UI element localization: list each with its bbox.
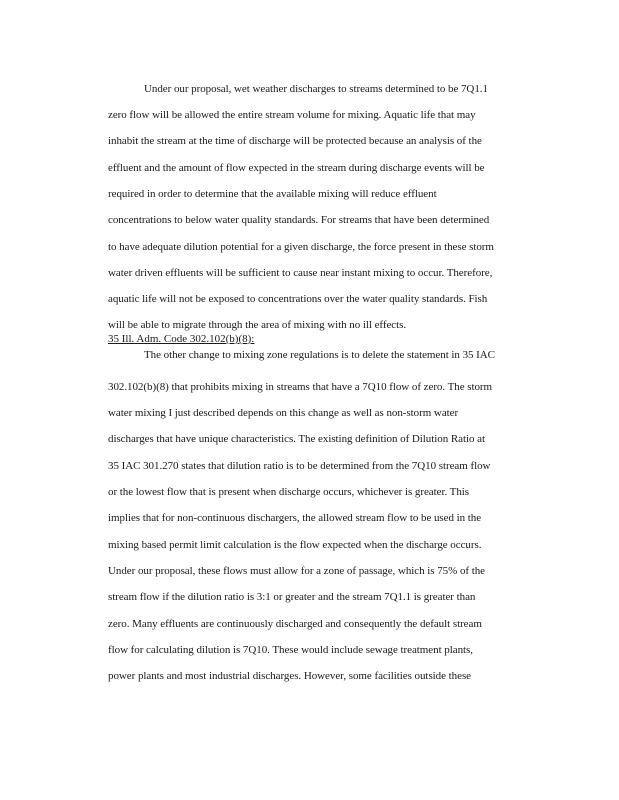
paragraph-1-line-1: Under our proposal, wet weather discharges to streams determined to be 7Q1.1 xyxy=(144,83,488,95)
paragraph-2-line-3: water mixing I just described depends on this change as well as non-storm water xyxy=(108,407,459,419)
paragraph-1-line-2: zero flow will be allowed the entire stream volume for mixing. Aquatic life that may xyxy=(108,109,476,121)
paragraph-2-line-2: 302.102(b)(8) that prohibits mixing in streams that have a 7Q10 flow of zero. The storm xyxy=(108,381,493,393)
paragraph-2-line-10: stream flow if the dilution ratio is 3:1 or greater and the stream 7Q1.1 is greater than xyxy=(108,591,476,603)
paragraph-1-line-3: inhabit the stream at the time of discharge will be protected because an analysis of the xyxy=(108,135,482,147)
paragraph-1-line-10: will be able to migrate through the area of mixing with no ill effects. xyxy=(108,319,407,331)
paragraph-2-line-7: implies that for non-continuous dischargers, the allowed stream flow to be used in the xyxy=(108,512,482,524)
paragraph-1-line-7: to have adequate dilution potential for a given discharge, the force present in these storm xyxy=(108,241,494,253)
paragraph-2-line-6: or the lowest flow that is present when discharge occurs, whichever is greater. This xyxy=(108,486,470,498)
paragraph-2-line-5: 35 IAC 301.270 states that dilution ratio is to be determined from the 7Q10 stream flow xyxy=(108,460,491,472)
paragraph-1-line-4: effluent and the amount of flow expected in the stream during discharge events will be xyxy=(108,162,485,174)
paragraph-2-line-4: discharges that have unique characteristics. The existing definition of Dilution Ratio at xyxy=(108,433,485,445)
paragraph-1-line-8: water driven effluents will be sufficient to cause near instant mixing to occur. Therefore, xyxy=(108,267,493,279)
paragraph-1-line-9: aquatic life will not be exposed to concentrations over the water quality standards. Fish xyxy=(108,293,488,305)
paragraph-1-line-6: concentrations to below water quality standards. For streams that have been determined xyxy=(108,214,490,226)
paragraph-2-line-9: Under our proposal, these flows must allow for a zone of passage, which is 75% of the xyxy=(108,565,485,577)
paragraph-2-line-12: flow for calculating dilution is 7Q10. These would include sewage treatment plants, xyxy=(108,644,473,656)
paragraph-2-line-11: zero. Many effluents are continuously discharged and consequently the default stream xyxy=(108,618,482,630)
paragraph-2-line-8: mixing based permit limit calculation is the flow expected when the discharge occurs. xyxy=(108,539,482,551)
paragraph-1-line-5: required in order to determine that the available mixing will reduce effluent xyxy=(108,188,437,200)
paragraph-2-line-1: The other change to mixing zone regulations is to delete the statement in 35 IAC xyxy=(144,349,495,361)
section-heading: 35 Ill. Adm. Code 302.102(b)(8): xyxy=(108,333,255,345)
paragraph-2-line-13: power plants and most industrial discharges. However, some facilities outside these xyxy=(108,670,472,682)
